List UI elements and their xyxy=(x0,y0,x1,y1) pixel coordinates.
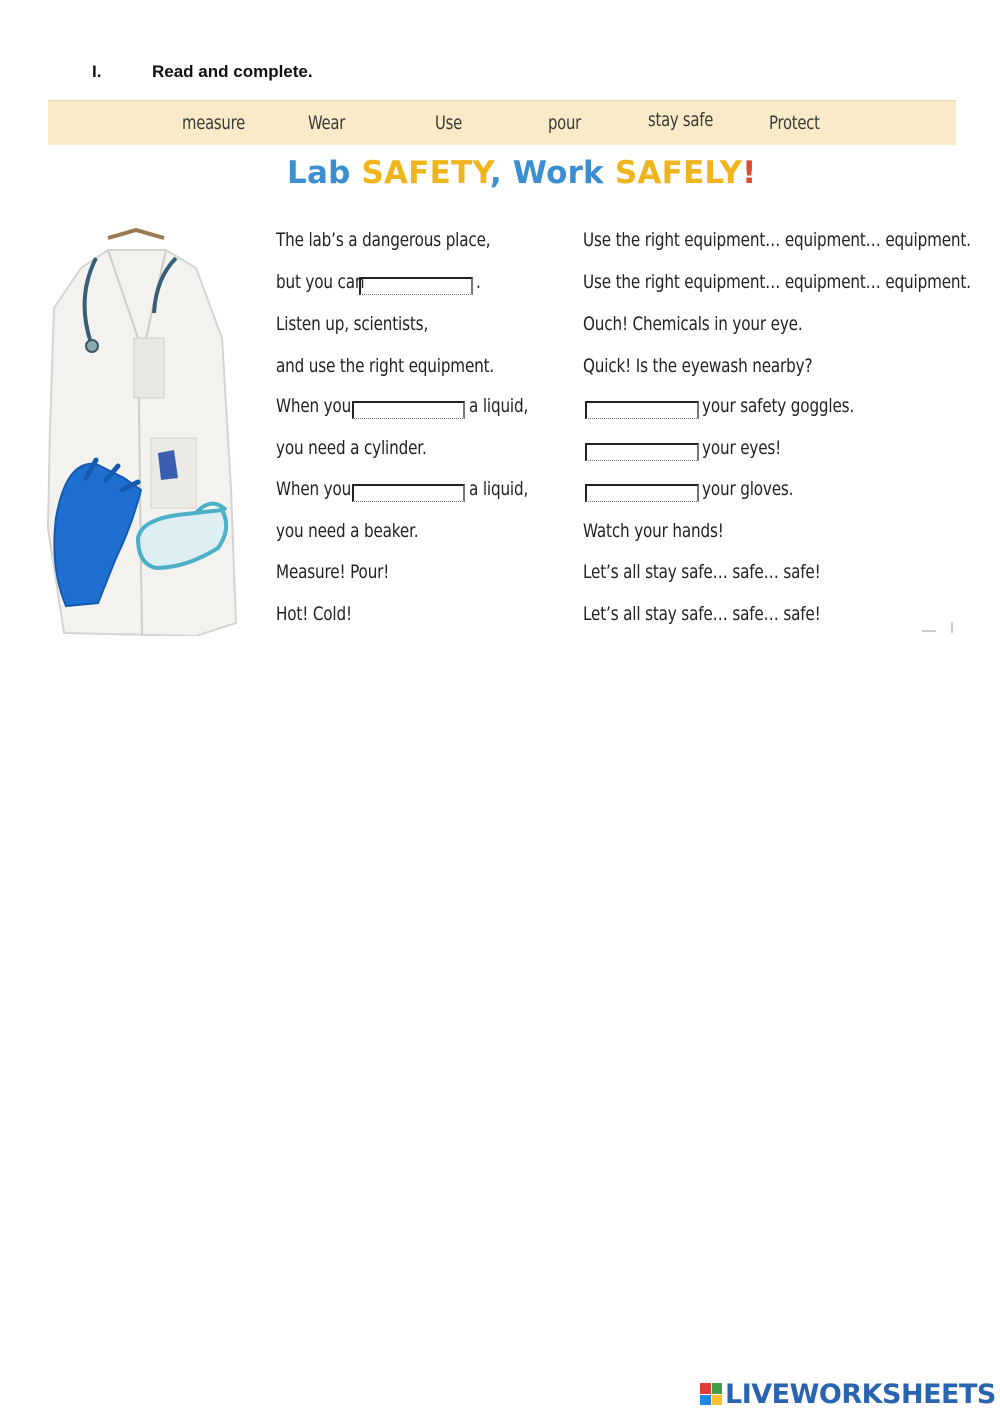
poem-line: your gloves. xyxy=(702,478,794,500)
answer-blank-use[interactable] xyxy=(585,484,699,502)
answer-blank-wear[interactable] xyxy=(585,401,699,419)
title-work: , Work xyxy=(489,155,615,191)
word-bank-item: Wear xyxy=(308,112,346,134)
poem-line: The lab’s a dangerous place, xyxy=(276,229,491,251)
title-exclamation: ! xyxy=(742,155,757,191)
poem-line: Use the right equipment… equipment… equipment. xyxy=(583,229,971,251)
word-bank-item: stay safe xyxy=(648,109,714,131)
poem-line: When you xyxy=(276,478,352,500)
poem-line: you need a beaker. xyxy=(276,520,419,542)
answer-blank-measure[interactable] xyxy=(352,401,465,419)
page-corner-mark xyxy=(920,620,956,634)
poem-line: a liquid, xyxy=(469,478,529,500)
poem-line: a liquid, xyxy=(469,395,529,417)
poem-line: you need a cylinder. xyxy=(276,437,427,459)
answer-blank-protect[interactable] xyxy=(585,443,699,461)
instruction-heading xyxy=(92,62,313,82)
poem-line: Hot! Cold! xyxy=(276,603,352,625)
title-lab: Lab xyxy=(287,155,362,191)
poem-line: and use the right equipment. xyxy=(276,355,495,377)
poem-line: Listen up, scientists, xyxy=(276,313,429,335)
poem-line: Watch your hands! xyxy=(583,520,724,542)
page-title xyxy=(287,155,756,191)
instruction-number: I. xyxy=(92,62,102,81)
poem-line: your eyes! xyxy=(702,437,782,459)
answer-blank-pour[interactable] xyxy=(352,484,465,502)
lab-coat-illustration xyxy=(46,228,246,636)
word-bank-item: pour xyxy=(548,112,582,134)
poem-line: your safety goggles. xyxy=(702,395,855,417)
answer-blank-stay-safe[interactable] xyxy=(359,277,473,295)
word-bank-item: Use xyxy=(435,112,462,134)
liveworksheets-badge-icon xyxy=(700,1383,722,1405)
hanger-icon xyxy=(108,230,164,238)
poem-line: Let’s all stay safe… safe… safe! xyxy=(583,603,821,625)
poem-line: Let’s all stay safe… safe… safe! xyxy=(583,561,821,583)
word-bank-item: measure xyxy=(182,112,245,134)
title-safety: SAFETY xyxy=(361,155,490,191)
poem-line: Use the right equipment… equipment… equipment. xyxy=(583,271,971,293)
poem-line: Ouch! Chemicals in your eye. xyxy=(583,313,803,335)
poem-line: Quick! Is the eyewash nearby? xyxy=(583,355,813,377)
poem-line: but you can xyxy=(276,271,365,293)
word-bank xyxy=(48,100,956,145)
word-bank-item: Protect xyxy=(769,112,820,134)
poem-line: When you xyxy=(276,395,352,417)
poem-line: . xyxy=(476,271,481,293)
liveworksheets-logo[interactable] xyxy=(700,1378,996,1410)
title-safely: SAFELY xyxy=(614,155,743,191)
poem-line: Measure! Pour! xyxy=(276,561,390,583)
instruction-text: Read and complete. xyxy=(152,62,313,81)
brand-name: LIVEWORKSHEETS xyxy=(725,1378,996,1410)
